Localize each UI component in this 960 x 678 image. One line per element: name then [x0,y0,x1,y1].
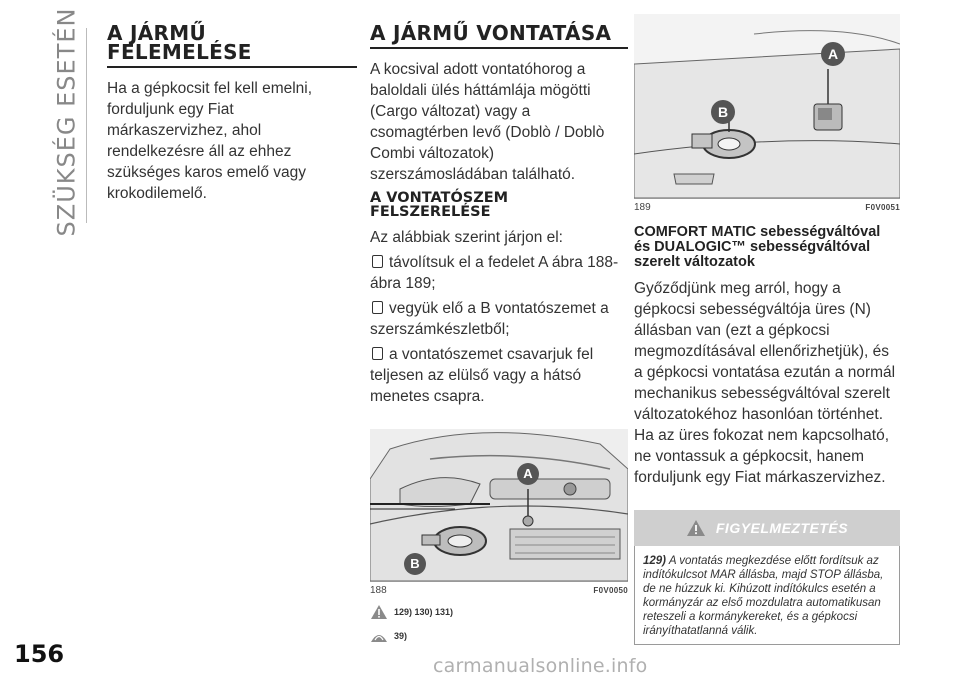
warning-text: A vontatás megkezdése előtt fordítsuk az indítókulcsot MAR állásba, majd STOP állásba, de ne húzzuk ki. Kihúzott indítókulcs esetén a kormányzár az első mozdulatra automatikusan reteszeli a kormánykereket, és a gépkocsi irányíthatatlanná válik. [643,555,884,637]
figure-code: F0V0050 [593,586,628,595]
figure-caption [634,198,900,213]
list-item: távolítsuk el a fedelet A ábra 188-ábra 189; [370,254,619,292]
figure-label-b: B [717,104,729,120]
figure-label-b: B [410,556,420,571]
column-automatic [634,14,900,645]
checkbox-bullet-icon [372,301,383,314]
column-towing [370,21,628,644]
warning-triangle-icon [686,519,706,537]
warning-content [634,546,900,645]
list-item: vegyük elő a B vontatószemet a szerszámkészletből; [370,300,609,338]
rear-car-illustration [634,14,900,198]
warning-ref: 129) [643,555,667,567]
figure-188-front-bumper [370,429,628,581]
environment-icon [370,628,388,644]
side-divider [86,28,87,223]
automatic-text-neutral: Ha az üres fokozat nem kapcsolható, ne vontassuk a gépkocsit, hanem forduljunk egy Fiat márkaszervizhez. [634,427,890,486]
section-side-label: SZÜKSÉG ESETÉN [52,7,81,237]
lifting-text: Ha a gépkocsit fel kell emelni, forduljunk egy Fiat márkaszervizhez, ahol rendelkezésre áll az ehhez szükséges karos emelő vagy krokodilemelő. [107,80,313,202]
towing-lead: Az alábbiak szerint járjon el: [370,229,563,246]
subheading-towing-eye: A VONTATÓSZEM FELSZERELÉSE [370,190,509,220]
warning-reference: 129) 130) 131) [370,604,628,620]
page-number: 156 [14,640,65,668]
automatic-text: Győződjünk meg arról, hogy a gépkocsi sebességváltója üres (N) állásban van (ezt a gépkocsi megmozdításával ellenőrizhetjük), és a gépkocsi vontatása ezután a normál mechanikus sebességváltóval szerelt változatokéhoz hasonlóan történhet. [634,280,896,423]
heading-rule [107,66,357,68]
figure-number: 188 [370,585,387,596]
heading-towing: A JÁRMŰ VONTATÁSA [370,21,612,45]
list-item: a vontatószemet csavarjuk fel teljesen az elülső vagy a hátsó menetes csapra. [370,346,594,405]
heading-rule [370,47,628,49]
warning-title: FIGYELMEZTETÉS [715,520,849,536]
environment-reference: 39) [370,628,628,644]
figure-189-rear-bumper [634,14,900,198]
heading-automatic: COMFORT MATIC sebességváltóval és DUALOGIC™ sebességváltóval szerelt változatok [634,224,881,270]
towing-intro: A kocsival adott vontatóhorog a baloldali ülés háttámlája mögötti (Cargo változat) vagy a csomagtérben levő (Doblò / Doblò Combi változatok) szerszámosládában található. [370,61,605,183]
figure-number: 189 [634,202,651,213]
heading-lifting: A JÁRMŰ FELEMELÉSE [107,21,252,64]
figure-label-a: A [523,466,533,481]
warning-triangle-icon [370,604,388,620]
warning-banner [634,510,900,546]
checkbox-bullet-icon [372,255,383,268]
figure-code: F0V0051 [865,203,900,212]
watermark-text: carmanualsonline.info [433,655,648,677]
figure-caption [370,581,628,596]
figure-label-a: A [827,46,839,62]
column-lifting [107,21,357,204]
checkbox-bullet-icon [372,347,383,360]
